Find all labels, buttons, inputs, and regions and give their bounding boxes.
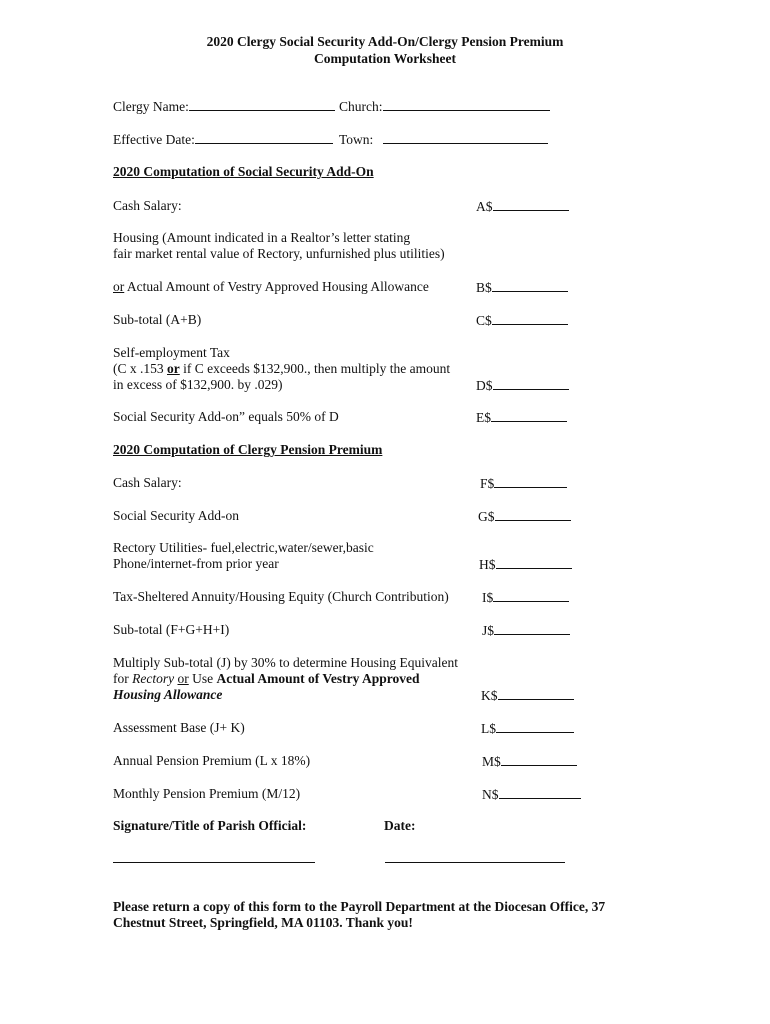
s1-cash-salary-label: Cash Salary: <box>113 198 182 213</box>
se-tax-or: or <box>167 361 180 376</box>
line-j-field <box>482 622 570 639</box>
assessment-base-label: Assessment Base (J+ K) <box>113 720 245 735</box>
se-tax-line3: in excess of $132,900. by .029) <box>113 377 283 392</box>
line-a-blank[interactable] <box>493 198 569 211</box>
multiply-or: or <box>177 671 189 686</box>
line-b-blank[interactable] <box>492 279 568 292</box>
s2-subtotal-label: Sub-total (F+G+H+I) <box>113 622 230 637</box>
signature-line[interactable] <box>113 862 315 863</box>
line-j-blank[interactable] <box>494 622 570 635</box>
church-label: Church: <box>339 99 383 114</box>
se-tax-line2 <box>113 361 450 377</box>
date-line[interactable] <box>385 862 565 863</box>
line-d-code: D$ <box>476 378 493 393</box>
effective-date-label: Effective Date: <box>113 132 195 147</box>
multiply-line3: Housing Allowance <box>113 687 223 702</box>
line-e-field <box>476 409 567 426</box>
line-i-field <box>482 589 569 606</box>
line-i-blank[interactable] <box>493 589 569 602</box>
line-g-code: G$ <box>478 509 495 524</box>
line-g-blank[interactable] <box>495 508 571 521</box>
line-h-field <box>479 556 572 573</box>
line-h-blank[interactable] <box>496 556 572 569</box>
ss-addon-text: Social Security Add-on” equals 50% of D <box>113 409 339 424</box>
se-tax-line2a: (C x .153 <box>113 361 167 376</box>
se-tax-line1: Self-employment Tax <box>113 345 230 360</box>
utilities-line1: Rectory Utilities- fuel,electric,water/sewer,basic <box>113 540 374 555</box>
line-n-field <box>482 786 581 803</box>
line-b-code: B$ <box>476 280 492 295</box>
s2-ss-addon-label: Social Security Add-on <box>113 508 239 523</box>
line-l-code: L$ <box>481 721 496 736</box>
line-e-code: E$ <box>476 410 491 425</box>
monthly-premium-label: Monthly Pension Premium (M/12) <box>113 786 301 801</box>
line-f-field <box>480 475 567 492</box>
or-word: or <box>113 279 125 294</box>
line-a-code: A$ <box>476 199 493 214</box>
utilities-line2: Phone/internet-from prior year <box>113 556 279 571</box>
actual-amount-text <box>113 279 429 295</box>
form-title-line1: 2020 Clergy Social Security Add-On/Clergy Pension Premium <box>206 34 564 49</box>
line-c-field <box>476 312 568 329</box>
line-m-blank[interactable] <box>501 753 577 766</box>
housing-text-line2: fair market rental value of Rectory, unfurnished plus utilities) <box>113 246 445 261</box>
line-d-blank[interactable] <box>493 377 569 390</box>
line-j-code: J$ <box>482 623 495 638</box>
town-field <box>339 131 548 148</box>
multiply-rectory: Rectory <box>132 671 175 686</box>
line-a-field <box>476 198 569 215</box>
multiply-line1: Multiply Sub-total (J) by 30% to determine Housing Equivalent <box>113 655 458 670</box>
section2-heading: 2020 Computation of Clergy Pension Premium <box>113 442 383 457</box>
line-m-code: M$ <box>482 754 501 769</box>
form-title-line2: Computation Worksheet <box>314 51 456 66</box>
line-f-blank[interactable] <box>494 475 567 488</box>
signature-label: Signature/Title of Parish Official: <box>113 818 307 833</box>
line-g-field <box>478 508 571 525</box>
town-label: Town: <box>339 132 374 147</box>
line-k-blank[interactable] <box>498 687 574 700</box>
effective-date-blank[interactable] <box>195 131 333 144</box>
line-l-field <box>481 720 574 737</box>
line-k-field <box>481 687 574 704</box>
line-n-code: N$ <box>482 787 499 802</box>
line-l-blank[interactable] <box>496 720 574 733</box>
line-c-blank[interactable] <box>492 312 568 325</box>
s1-subtotal-label: Sub-total (A+B) <box>113 312 202 327</box>
date-label: Date: <box>384 818 416 833</box>
line-b-field <box>476 279 568 296</box>
section1-heading: 2020 Computation of Social Security Add-On <box>113 164 374 179</box>
line-k-code: K$ <box>481 688 498 703</box>
actual-amount-label: Actual Amount of Vestry Approved Housing Allowance <box>124 279 429 294</box>
line-e-blank[interactable] <box>491 409 567 422</box>
footer-line2: Chestnut Street, Springfield, MA 01103. Thank you! <box>113 915 413 930</box>
annual-premium-label: Annual Pension Premium (L x 18%) <box>113 753 311 768</box>
tax-sheltered-label: Tax-Sheltered Annuity/Housing Equity (Church Contribution) <box>113 589 449 604</box>
line-i-code: I$ <box>482 590 494 605</box>
clergy-name-blank[interactable] <box>189 98 335 111</box>
line-m-field <box>482 753 577 770</box>
effective-date-field <box>113 131 333 148</box>
s2-cash-salary-label: Cash Salary: <box>113 475 182 490</box>
footer-line1: Please return a copy of this form to the Payroll Department at the Diocesan Office, 37 <box>113 899 606 914</box>
town-blank[interactable] <box>383 131 548 144</box>
housing-text-line1: Housing (Amount indicated in a Realtor’s letter stating <box>113 230 411 245</box>
multiply-use: Use <box>188 671 217 686</box>
line-d-field <box>476 377 569 394</box>
line-h-code: H$ <box>479 557 496 572</box>
church-field <box>339 98 550 115</box>
multiply-line2 <box>113 671 420 687</box>
line-n-blank[interactable] <box>499 786 581 799</box>
clergy-name-label: Clergy Name: <box>113 99 189 114</box>
multiply-bold: Actual Amount of Vestry Approved <box>216 671 420 686</box>
line-c-code: C$ <box>476 313 492 328</box>
clergy-name-field <box>113 98 335 115</box>
se-tax-line2b: if C exceeds $132,900., then multiply the amount <box>179 361 451 376</box>
multiply-for: for <box>113 671 133 686</box>
church-blank[interactable] <box>383 98 550 111</box>
line-f-code: F$ <box>480 476 495 491</box>
